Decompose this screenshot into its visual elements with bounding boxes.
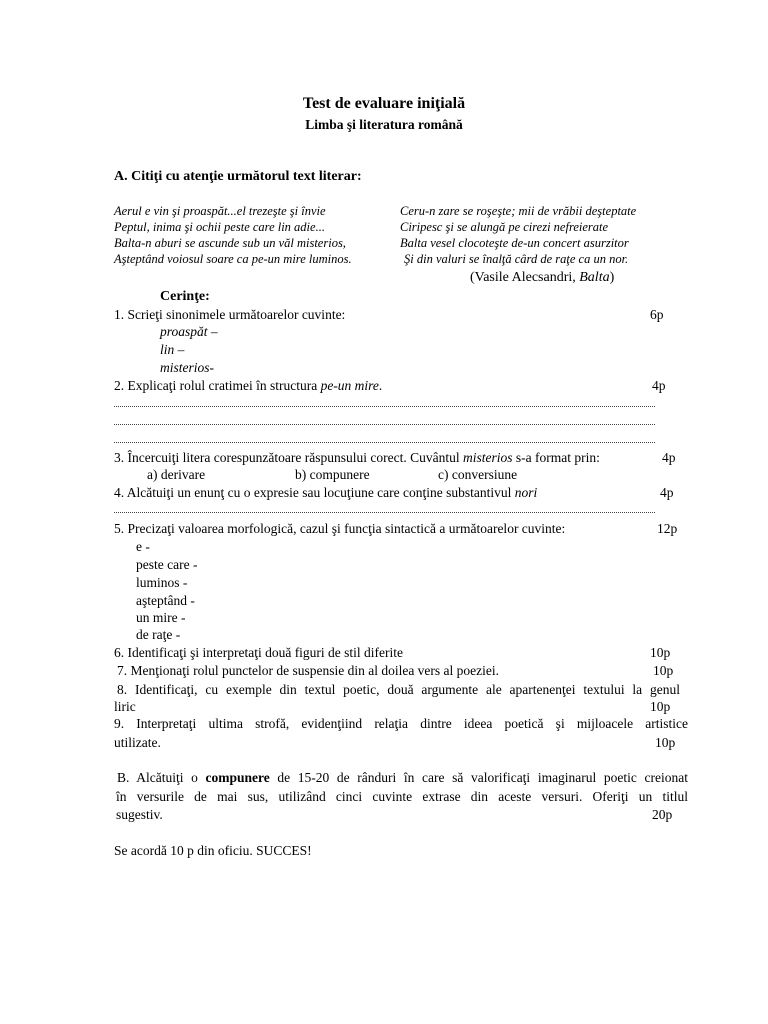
question-7-points: 10p: [653, 663, 674, 678]
poem-left-line-4: Aşteptând voiosul soare ca pe-un mire luminos.: [114, 252, 352, 266]
section-b-points: 20p: [652, 807, 673, 822]
question-3: [114, 449, 600, 466]
attribution-author: (Vasile Alecsandri,: [470, 270, 580, 285]
answer-line: [114, 420, 655, 425]
q4-word: nori: [514, 485, 538, 500]
q2-end: .: [378, 378, 383, 393]
q3-text-end: s-a format prin:: [512, 450, 600, 465]
question-8-cont: liric: [114, 699, 136, 714]
q5-word-3: luminos -: [136, 575, 188, 590]
section-b-line-2: în versurile de mai sus, utilizând cinci cuvinte extrase din aceste versuri. Oferiţi un titlul: [116, 789, 688, 804]
q1-word-3: misterios-: [160, 360, 214, 375]
section-a-heading: A. Citiţi cu atenţie următorul text literar:: [114, 169, 362, 184]
answer-line: [114, 438, 655, 443]
q5-word-6: de raţe -: [136, 627, 181, 642]
attribution-title: Balta: [579, 270, 610, 285]
q5-word-4: aşteptând -: [136, 593, 195, 608]
poem-attribution: [470, 269, 614, 286]
section-b-line-1: [117, 768, 688, 787]
question-2: [114, 377, 382, 394]
question-3-points: 4p: [662, 450, 676, 465]
question-1-points: 6p: [650, 307, 664, 322]
page-title: Test de evaluare iniţială: [302, 95, 466, 112]
answer-line: [114, 508, 655, 513]
question-5-points: 12p: [657, 521, 678, 536]
question-4-points: 4p: [660, 485, 674, 500]
section-b-bold: compunere: [205, 770, 270, 785]
question-9-points: 10p: [655, 735, 676, 750]
q3-option-c: c) conversiune: [438, 467, 518, 482]
q1-word-1: proaspăt –: [160, 324, 218, 339]
question-9-cont: utilizate.: [114, 735, 161, 750]
poem-right-line-2: Ciripesc şi se alungă pe cirezi nefreierate: [400, 220, 609, 234]
q5-word-5: un mire -: [136, 610, 186, 625]
question-1: 1. Scrieţi sinonimele următoarelor cuvinte:: [114, 307, 346, 322]
poem-right-line-1: Ceru-n zare se roşeşte; mii de vrăbii deşteptate: [400, 204, 637, 218]
footer-note: Se acordă 10 p din oficiu. SUCCES!: [114, 843, 312, 858]
requirements-heading: Cerinţe:: [160, 289, 210, 304]
q3-text: 3. Încercuiţi litera corespunzătoare răspunsului corect. Cuvântul: [114, 450, 463, 465]
poem-left-line-3: Balta-n aburi se ascunde sub un văl misterios,: [114, 236, 346, 250]
question-4: [114, 484, 537, 501]
question-6: 6. Identificaţi şi interpretaţi două figuri de stil diferite: [114, 645, 404, 660]
question-2-points: 4p: [652, 378, 666, 393]
poem-left-line-1: Aerul e vin şi proaspăt...el trezeşte şi învie: [114, 204, 326, 218]
q3-word: misterios: [463, 450, 513, 465]
section-b-intro: B. Alcătuiţi o: [117, 770, 206, 785]
q5-word-1: e -: [136, 539, 150, 554]
answer-line: [114, 402, 655, 407]
poem-right-line-3: Balta vesel clocoteşte de-un concert asurzitor: [400, 236, 629, 250]
question-7: 7. Menţionaţi rolul punctelor de suspensie din al doilea vers al poeziei.: [117, 663, 500, 678]
q2-text: 2. Explicaţi rolul cratimei în structura: [114, 378, 321, 393]
question-6-points: 10p: [650, 645, 671, 660]
section-b-line-3: sugestiv.: [116, 807, 163, 822]
q4-text: 4. Alcătuiţi un enunţ cu o expresie sau locuţiune care conţine substantivul: [114, 485, 515, 500]
section-b-rest: de 15-20 de rânduri în care să valorificaţi imaginarul poetic creionat: [269, 770, 689, 785]
q5-word-2: peste care -: [136, 557, 198, 572]
poem-right-line-4: Şi din valuri se înalţă cârd de raţe ca un nor.: [404, 252, 629, 266]
q3-option-b: b) compunere: [295, 467, 370, 482]
q3-option-a: a) derivare: [147, 467, 206, 482]
question-8-points: 10p: [650, 699, 671, 714]
q2-phrase: pe-un mire: [320, 378, 379, 393]
page-subtitle: Limba şi literatura română: [305, 117, 463, 132]
q1-word-2: lin –: [160, 342, 185, 357]
attribution-close: ): [609, 270, 615, 285]
question-9: 9. Interpretaţi ultima strofă, evidenţiind relaţia dintre ideea poetică şi mijloacele artistice: [114, 716, 688, 731]
question-8: 8. Identificaţi, cu exemple din textul poetic, două argumente ale apartenenţei textului la genul: [117, 682, 680, 697]
question-5: 5. Precizaţi valoarea morfologică, cazul şi funcţia sintactică a următoarelor cuvinte:: [114, 521, 566, 536]
poem-left-line-2: Peptul, inima şi ochii peste care lin adie...: [114, 220, 325, 234]
